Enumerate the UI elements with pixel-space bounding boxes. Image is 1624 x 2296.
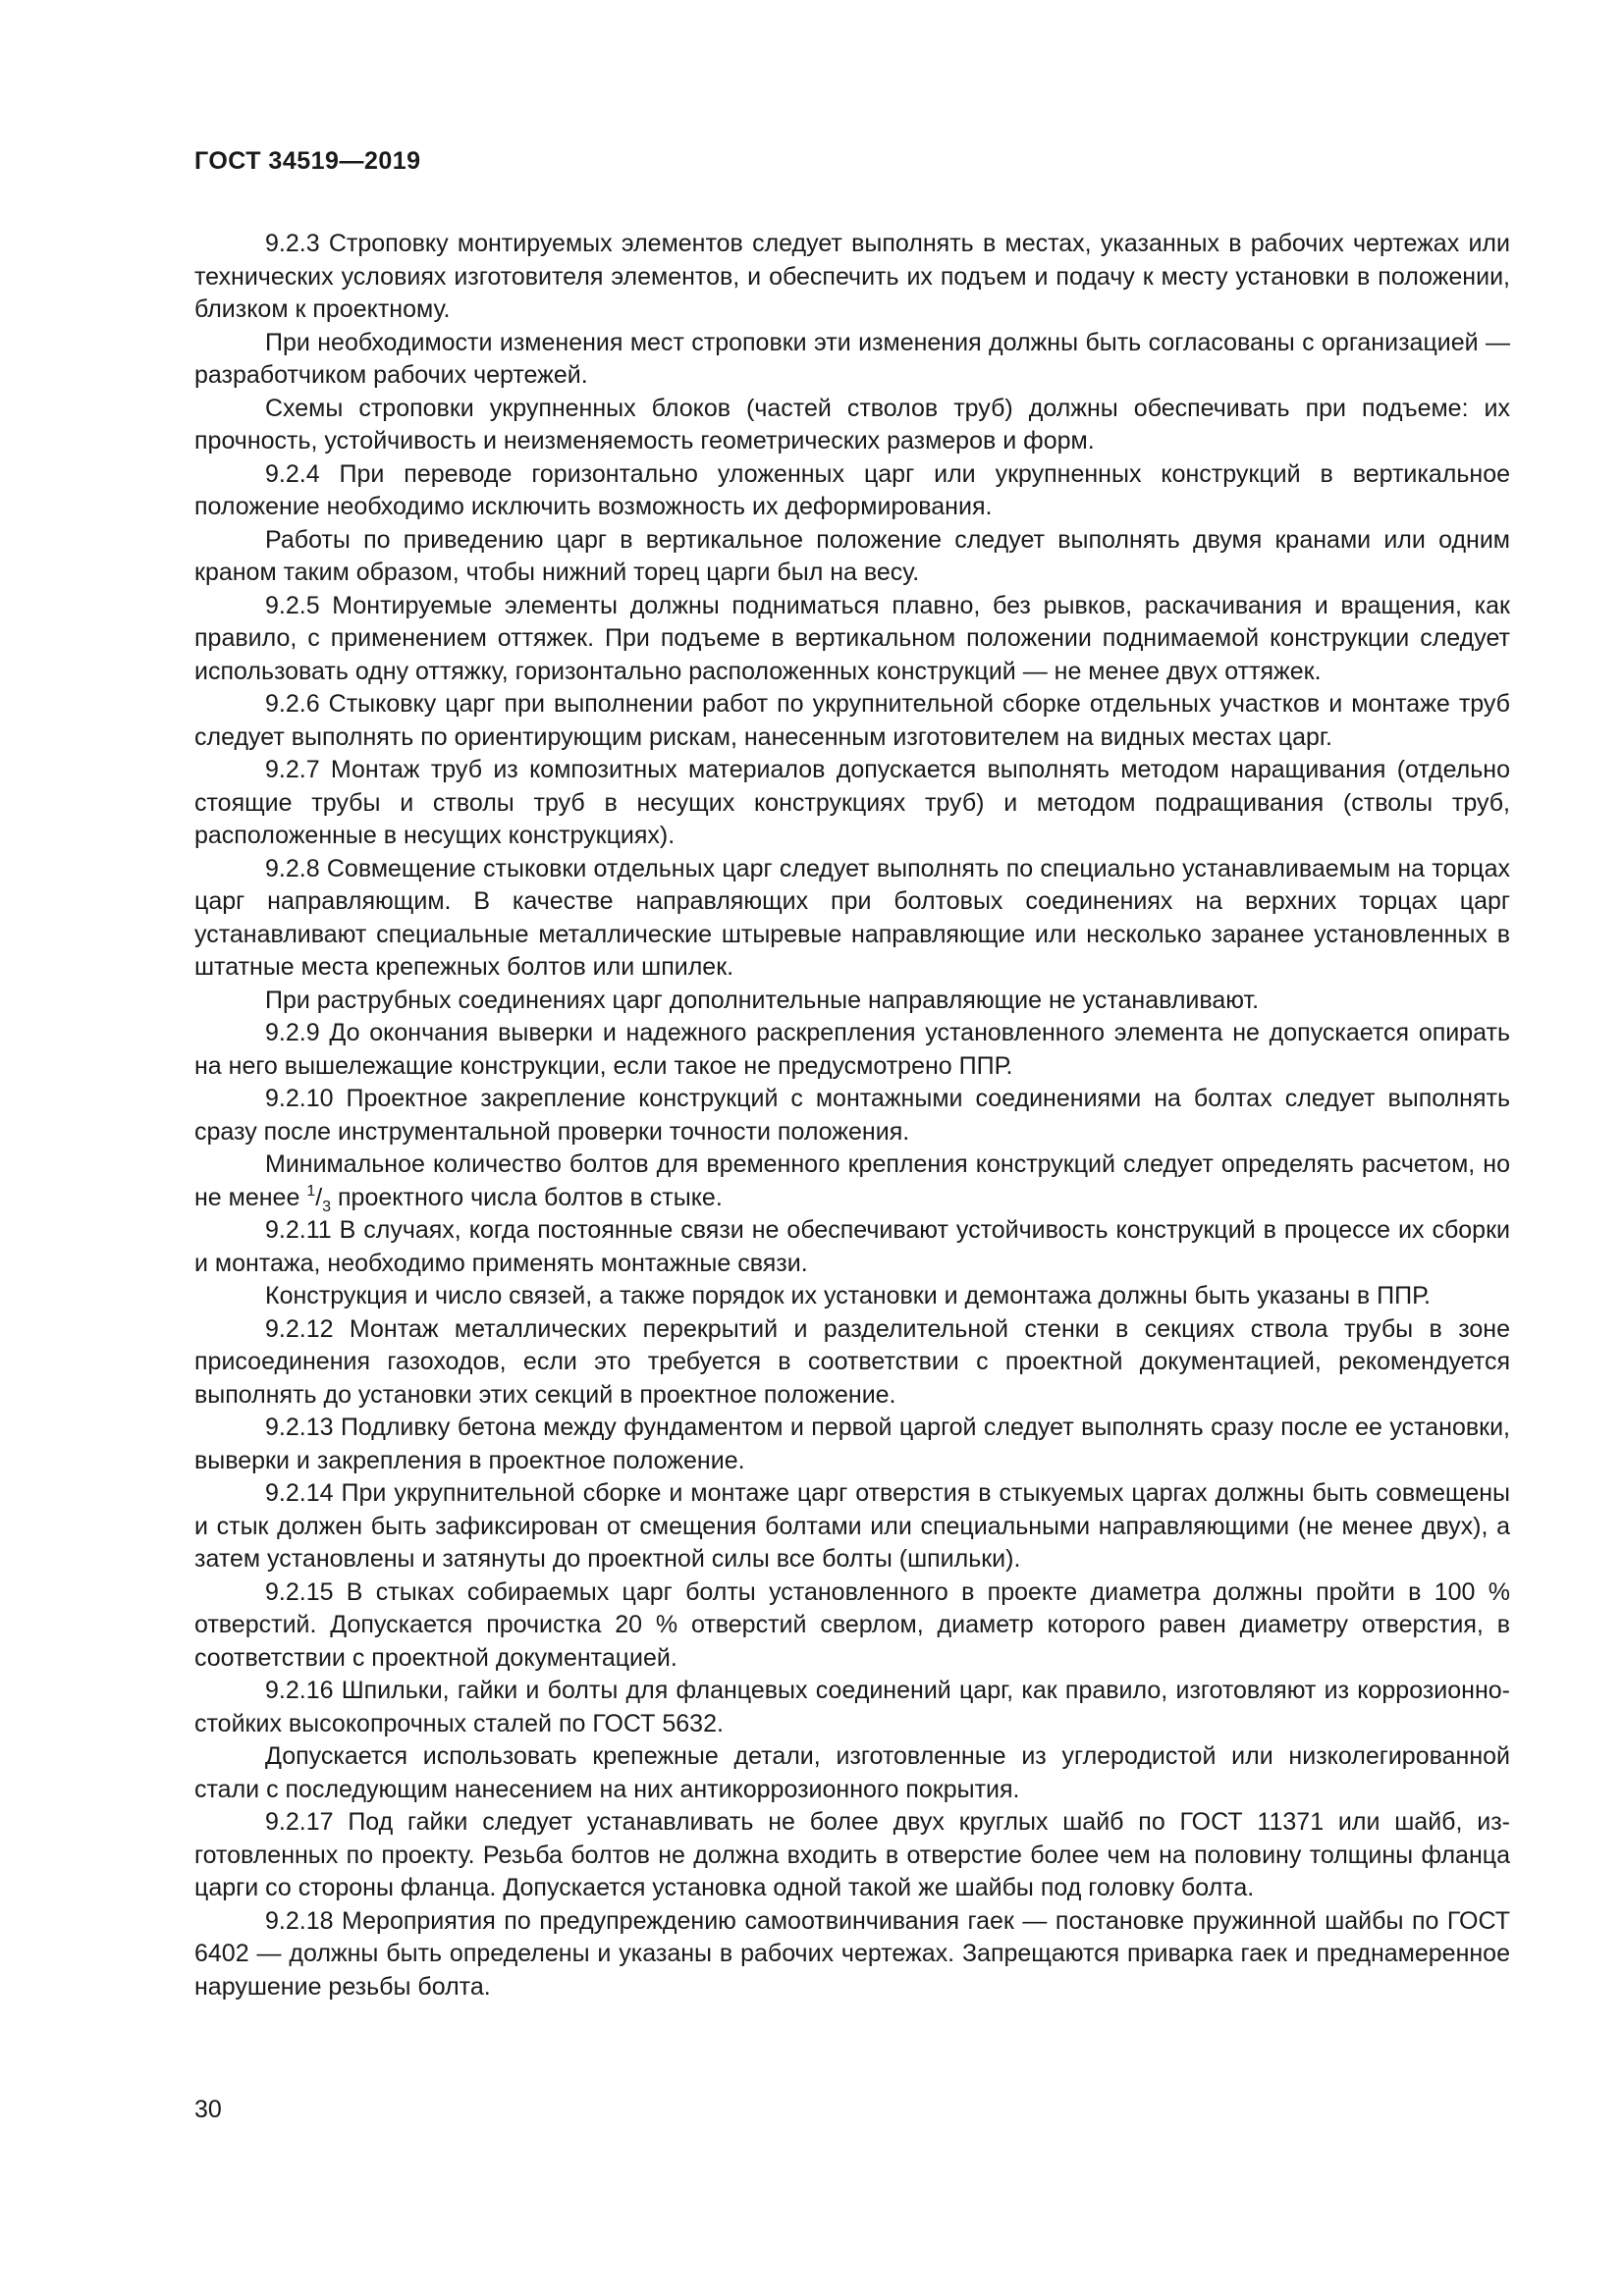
paragraph-9-2-15: 9.2.15 В стыках собираемых царг болты установленного в проекте диаметра должны пройти в 100 % отверстий. Допускается прочистка 20 % отверстий сверлом, диаметр которого равен диаметру отверстия, в соответствии с проектной документацией. bbox=[194, 1577, 1510, 1672]
fraction-one-third bbox=[306, 1182, 332, 1215]
document-header: ГОСТ 34519—2019 bbox=[194, 147, 421, 175]
paragraph: Допускается использовать крепежные детали, изготовленные из углеродистой или низколегированной стали с последующим нанесением на них антикоррозионного покрытия. bbox=[194, 1742, 1510, 1803]
paragraph-9-2-18: 9.2.18 Мероприятия по предупреждению самоотвинчивания гаек — постановке пружинной шайбы по ГОСТ 6402 — должны быть определены и указаны в рабочих чертежах. Запрещаются приварка гаек и преднамеренное нарушение резьбы болта. bbox=[194, 1906, 1510, 2001]
paragraph: Работы по приведению царг в вертикальное положение следует выполнять двумя кранами или одним краном таким образом, чтобы нижний торец царги был на весу. bbox=[194, 525, 1510, 586]
paragraph-9-2-10: 9.2.10 Проектное закрепление конструкций с монтажными соединениями на болтах следует выполнять сразу после инструментальной проверки точности положения. bbox=[194, 1085, 1510, 1146]
fraction-denominator: 3 bbox=[322, 1198, 332, 1215]
page-number: 30 bbox=[194, 2096, 222, 2123]
paragraph-9-2-6: 9.2.6 Стыковку царг при выполнении работ по укрупнительной сборке отдельных участков и монтаже труб следует выполнять по ориентирующим рискам, нанесенным изготовителем на видных местах царг. bbox=[194, 690, 1510, 751]
paragraph-9-2-13: 9.2.13 Подливку бетона между фундаментом и первой царгой следует выполнять сразу после ее установки, выверки и закрепления в проектное положение. bbox=[194, 1414, 1510, 1474]
paragraph-9-2-7: 9.2.7 Монтаж труб из композитных материалов допускается выполнять методом наращивания (отдельно стоящие трубы и стволы труб в несущих конструкциях труб) и методом подращивания (стволы труб, расположенные в несущих конструкциях). bbox=[194, 756, 1510, 849]
paragraph-9-2-12: 9.2.12 Монтаж металлических перекрытий и разделительной стенки в секциях ствола трубы в зоне присоединения газоходов, если это требуется в соответствии с проектной документацией, рекомендуется выполнять до установки этих секций в проектное положение. bbox=[194, 1314, 1510, 1409]
document-body bbox=[194, 228, 1510, 2003]
paragraph: Схемы строповки укрупненных блоков (частей стволов труб) должны обеспечивать при подъеме: их прочность, устойчивость и неизменяемость геометрических размеров и форм. bbox=[194, 394, 1510, 454]
paragraph-9-2-5: 9.2.5 Монтируемые элементы должны подниматься плавно, без рывков, раскачивания и вращения, как правило, с применением оттяжек. При подъеме в вертикальном положении поднимаемой конструкции следует использовать одну оттяжку, горизонтально расположенных конструкций — не менее двух оттяжек. bbox=[194, 591, 1510, 685]
paragraph-9-2-8: 9.2.8 Совмещение стыковки отдельных царг следует выполнять по специально устанавливаемым на торцах царг направляющим. В качестве направляющих при болтовых соединениях на верхних торцах царг устанавливают специальные металлические штыревые направляющие или несколько заранее установленных в штатные места крепежных болтов или шпилек. bbox=[194, 854, 1510, 981]
fraction-text-after: проектного числа болтов в стыке. bbox=[331, 1183, 723, 1211]
paragraph-9-2-3: 9.2.3 Строповку монтируемых элементов следует выполнять в местах, указанных в рабочих чертежах или технических условиях изготовителя элементов, и обеспечить их подъем и подачу к месту установки в положении, близком к проектному. bbox=[194, 230, 1510, 323]
fraction-text-before: Минимальное количество болтов для временного крепления конструкций следует определять расчетом, но не менее bbox=[194, 1150, 1510, 1211]
paragraph: При раструбных соединениях царг дополнительные направляющие не устанавливают. bbox=[265, 986, 1260, 1014]
paragraph-9-2-16: 9.2.16 Шпильки, гайки и болты для фланцевых соединений царг, как правило, изготовляют из коррозионно-стойких высокопрочных сталей по ГОСТ 5632. bbox=[194, 1677, 1510, 1737]
paragraph-bolt-fraction bbox=[194, 1148, 1510, 1214]
paragraph: При необходимости изменения мест строповки эти изменения должны быть согласованы с организацией — разработчиком рабочих чертежей. bbox=[194, 328, 1510, 389]
paragraph: Конструкция и число связей, а также порядок их установки и демонтажа должны быть указаны в ППР. bbox=[265, 1282, 1431, 1309]
paragraph-9-2-17: 9.2.17 Под гайки следует устанавливать не более двух круглых шайб по ГОСТ 11371 или шайб, изготовленных по проекту. Резьба болтов не должна входить в отверстие более чем на половину толщины фланца царги со стороны фланца. Допускается установка одной такой же шайбы под головку болта. bbox=[194, 1808, 1510, 1901]
paragraph-9-2-11: 9.2.11 В случаях, когда постоянные связи не обеспечивают устойчивость конструкций в процессе их сборки и монтажа, необходимо применять монтажные связи. bbox=[194, 1216, 1510, 1277]
paragraph-9-2-14: 9.2.14 При укрупнительной сборке и монтаже царг отверстия в стыкуемых царгах должны быть совмещены и стык должен быть зафиксирован от смещения болтами или специальными направляющими (не менее двух), а затем установлены и затянуты до проектной силы все болты (шпильки). bbox=[194, 1479, 1510, 1573]
paragraph-9-2-4: 9.2.4 При переводе горизонтально уложенных царг или укрупненных конструкций в вертикальное положение необходимо исключить возможность их деформирования. bbox=[194, 459, 1510, 520]
fraction-numerator: 1 bbox=[306, 1182, 316, 1200]
paragraph-9-2-9: 9.2.9 До окончания выверки и надежного раскрепления установленного элемента не допускается опирать на него вышележащие конструкции, если такое не предусмотрено ППР. bbox=[194, 1019, 1510, 1080]
fraction-slash: / bbox=[315, 1183, 323, 1211]
